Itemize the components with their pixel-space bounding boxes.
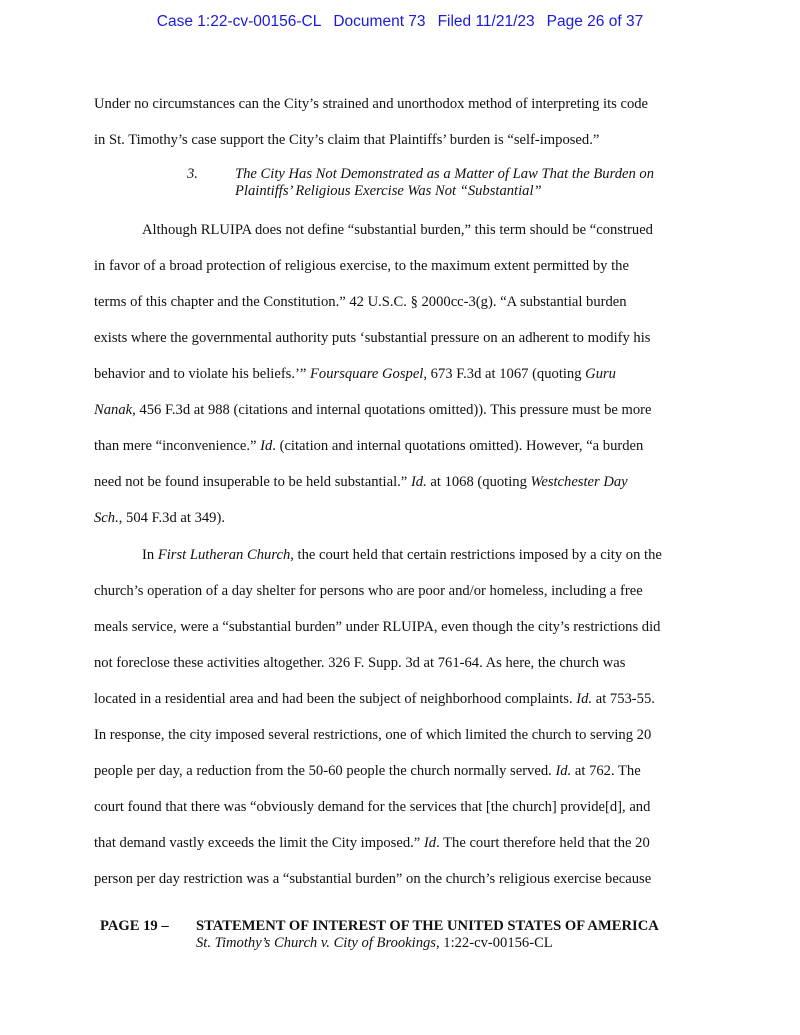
text-line	[94, 428, 714, 464]
case-number: Case 1:22-cv-00156-CL	[156, 13, 322, 30]
text-run: . The court therefore held that the 20	[436, 835, 650, 851]
text-line	[94, 681, 714, 717]
section-title-line-2: Plaintiffs’ Religious Exercise Was Not “Substantial”	[235, 183, 542, 199]
case-citation: Sch.	[94, 510, 119, 526]
text-line: exists where the governmental authority puts ‘substantial pressure on an adherent to modify his	[94, 330, 651, 346]
text-run: , 456 F.3d at 988 (citations and internal quotations omitted)). This pressure must be more	[132, 402, 652, 418]
text-line: not foreclose these activities altogether. 326 F. Supp. 3d at 761-64. As here, the church was	[94, 655, 626, 671]
filed-date: Filed 11/21/23	[437, 13, 535, 30]
text-line: court found that there was “obviously demand for the services that [the church] provide[d], and	[94, 799, 651, 815]
page-label: PAGE 19 –	[100, 918, 169, 934]
text-run: at 762. The	[571, 763, 641, 779]
text-line	[94, 392, 714, 428]
text-run: located in a residential area and had been the subject of neighborhood complaints.	[94, 691, 577, 707]
text-line	[94, 500, 714, 536]
text-run: that demand vastly exceeds the limit the City imposed.”	[94, 835, 424, 851]
text-line: Although RLUIPA does not define “substantial burden,” this term should be “construed	[142, 222, 653, 238]
case-citation: Westchester Day	[530, 474, 628, 490]
case-header-stamp	[0, 13, 800, 31]
text-line: Under no circumstances can the City’s strained and unorthodox method of interpreting its code	[94, 96, 649, 112]
text-run: , 673 F.3d at 1067 (quoting	[423, 366, 586, 382]
text-run: people per day, a reduction from the 50-60 people the church normally served.	[94, 763, 556, 779]
case-caption	[100, 935, 720, 952]
text-line	[94, 537, 714, 573]
case-citation: Id	[423, 835, 437, 851]
text-run: In	[142, 547, 158, 563]
text-line: meals service, were a “substantial burden” under RLUIPA, even though the city’s restrictions did	[94, 619, 661, 635]
case-citation: Foursquare Gospel	[310, 366, 424, 382]
text-line: church’s operation of a day shelter for persons who are poor and/or homeless, including a free	[94, 583, 643, 599]
paragraph-first-lutheran	[94, 537, 714, 897]
case-citation: Id	[260, 438, 273, 454]
case-number-footer: , 1:22-cv-00156-CL	[435, 935, 553, 951]
text-run: , 504 F.3d at 349).	[118, 510, 225, 526]
text-line	[94, 356, 714, 392]
page-footer	[100, 918, 720, 952]
section-title-line-1: The City Has Not Demonstrated as a Matter of Law That the Burden on	[235, 166, 655, 182]
text-run: at 753-55.	[592, 691, 655, 707]
text-run: , the court held that certain restrictions imposed by a city on the	[290, 547, 662, 563]
text-run: behavior and to violate his beliefs.’”	[94, 366, 310, 382]
case-citation: Id.	[410, 474, 427, 490]
case-citation: Id.	[576, 691, 593, 707]
document-number: Document 73	[333, 13, 426, 30]
text-line: in St. Timothy’s case support the City’s claim that Plaintiffs’ burden is “self-imposed.”	[94, 132, 600, 148]
case-citation: Nanak	[94, 402, 133, 418]
text-line	[94, 825, 714, 861]
case-name: St. Timothy’s Church v. City of Brookings	[196, 935, 436, 951]
text-line: terms of this chapter and the Constitution.” 42 U.S.C. § 2000cc-3(g). “A substantial burden	[94, 294, 627, 310]
text-line	[94, 464, 714, 500]
text-line: in favor of a broad protection of religious exercise, to the maximum extent permitted by the	[94, 258, 629, 274]
text-run: at 1068 (quoting	[426, 474, 531, 490]
text-run: need not be found insuperable to be held substantial.”	[94, 474, 411, 490]
text-run: than mere “inconvenience.”	[94, 438, 261, 454]
intro-paragraph	[94, 86, 714, 158]
case-citation: First Lutheran Church	[157, 547, 291, 563]
paragraph-rluipa-definition	[94, 212, 714, 536]
section-number: 3.	[187, 166, 198, 182]
text-line: In response, the city imposed several restrictions, one of which limited the church to serving 20	[94, 727, 652, 743]
page-count: Page 26 of 37	[546, 13, 644, 30]
text-run: . (citation and internal quotations omitted). However, “a burden	[272, 438, 644, 454]
text-line: person per day restriction was a “substantial burden” on the church’s religious exercise because	[94, 871, 652, 887]
document-title: STATEMENT OF INTEREST OF THE UNITED STATES OF AMERICA	[196, 918, 659, 934]
text-line	[94, 753, 714, 789]
case-citation: Guru	[585, 366, 616, 382]
case-citation: Id.	[555, 763, 572, 779]
